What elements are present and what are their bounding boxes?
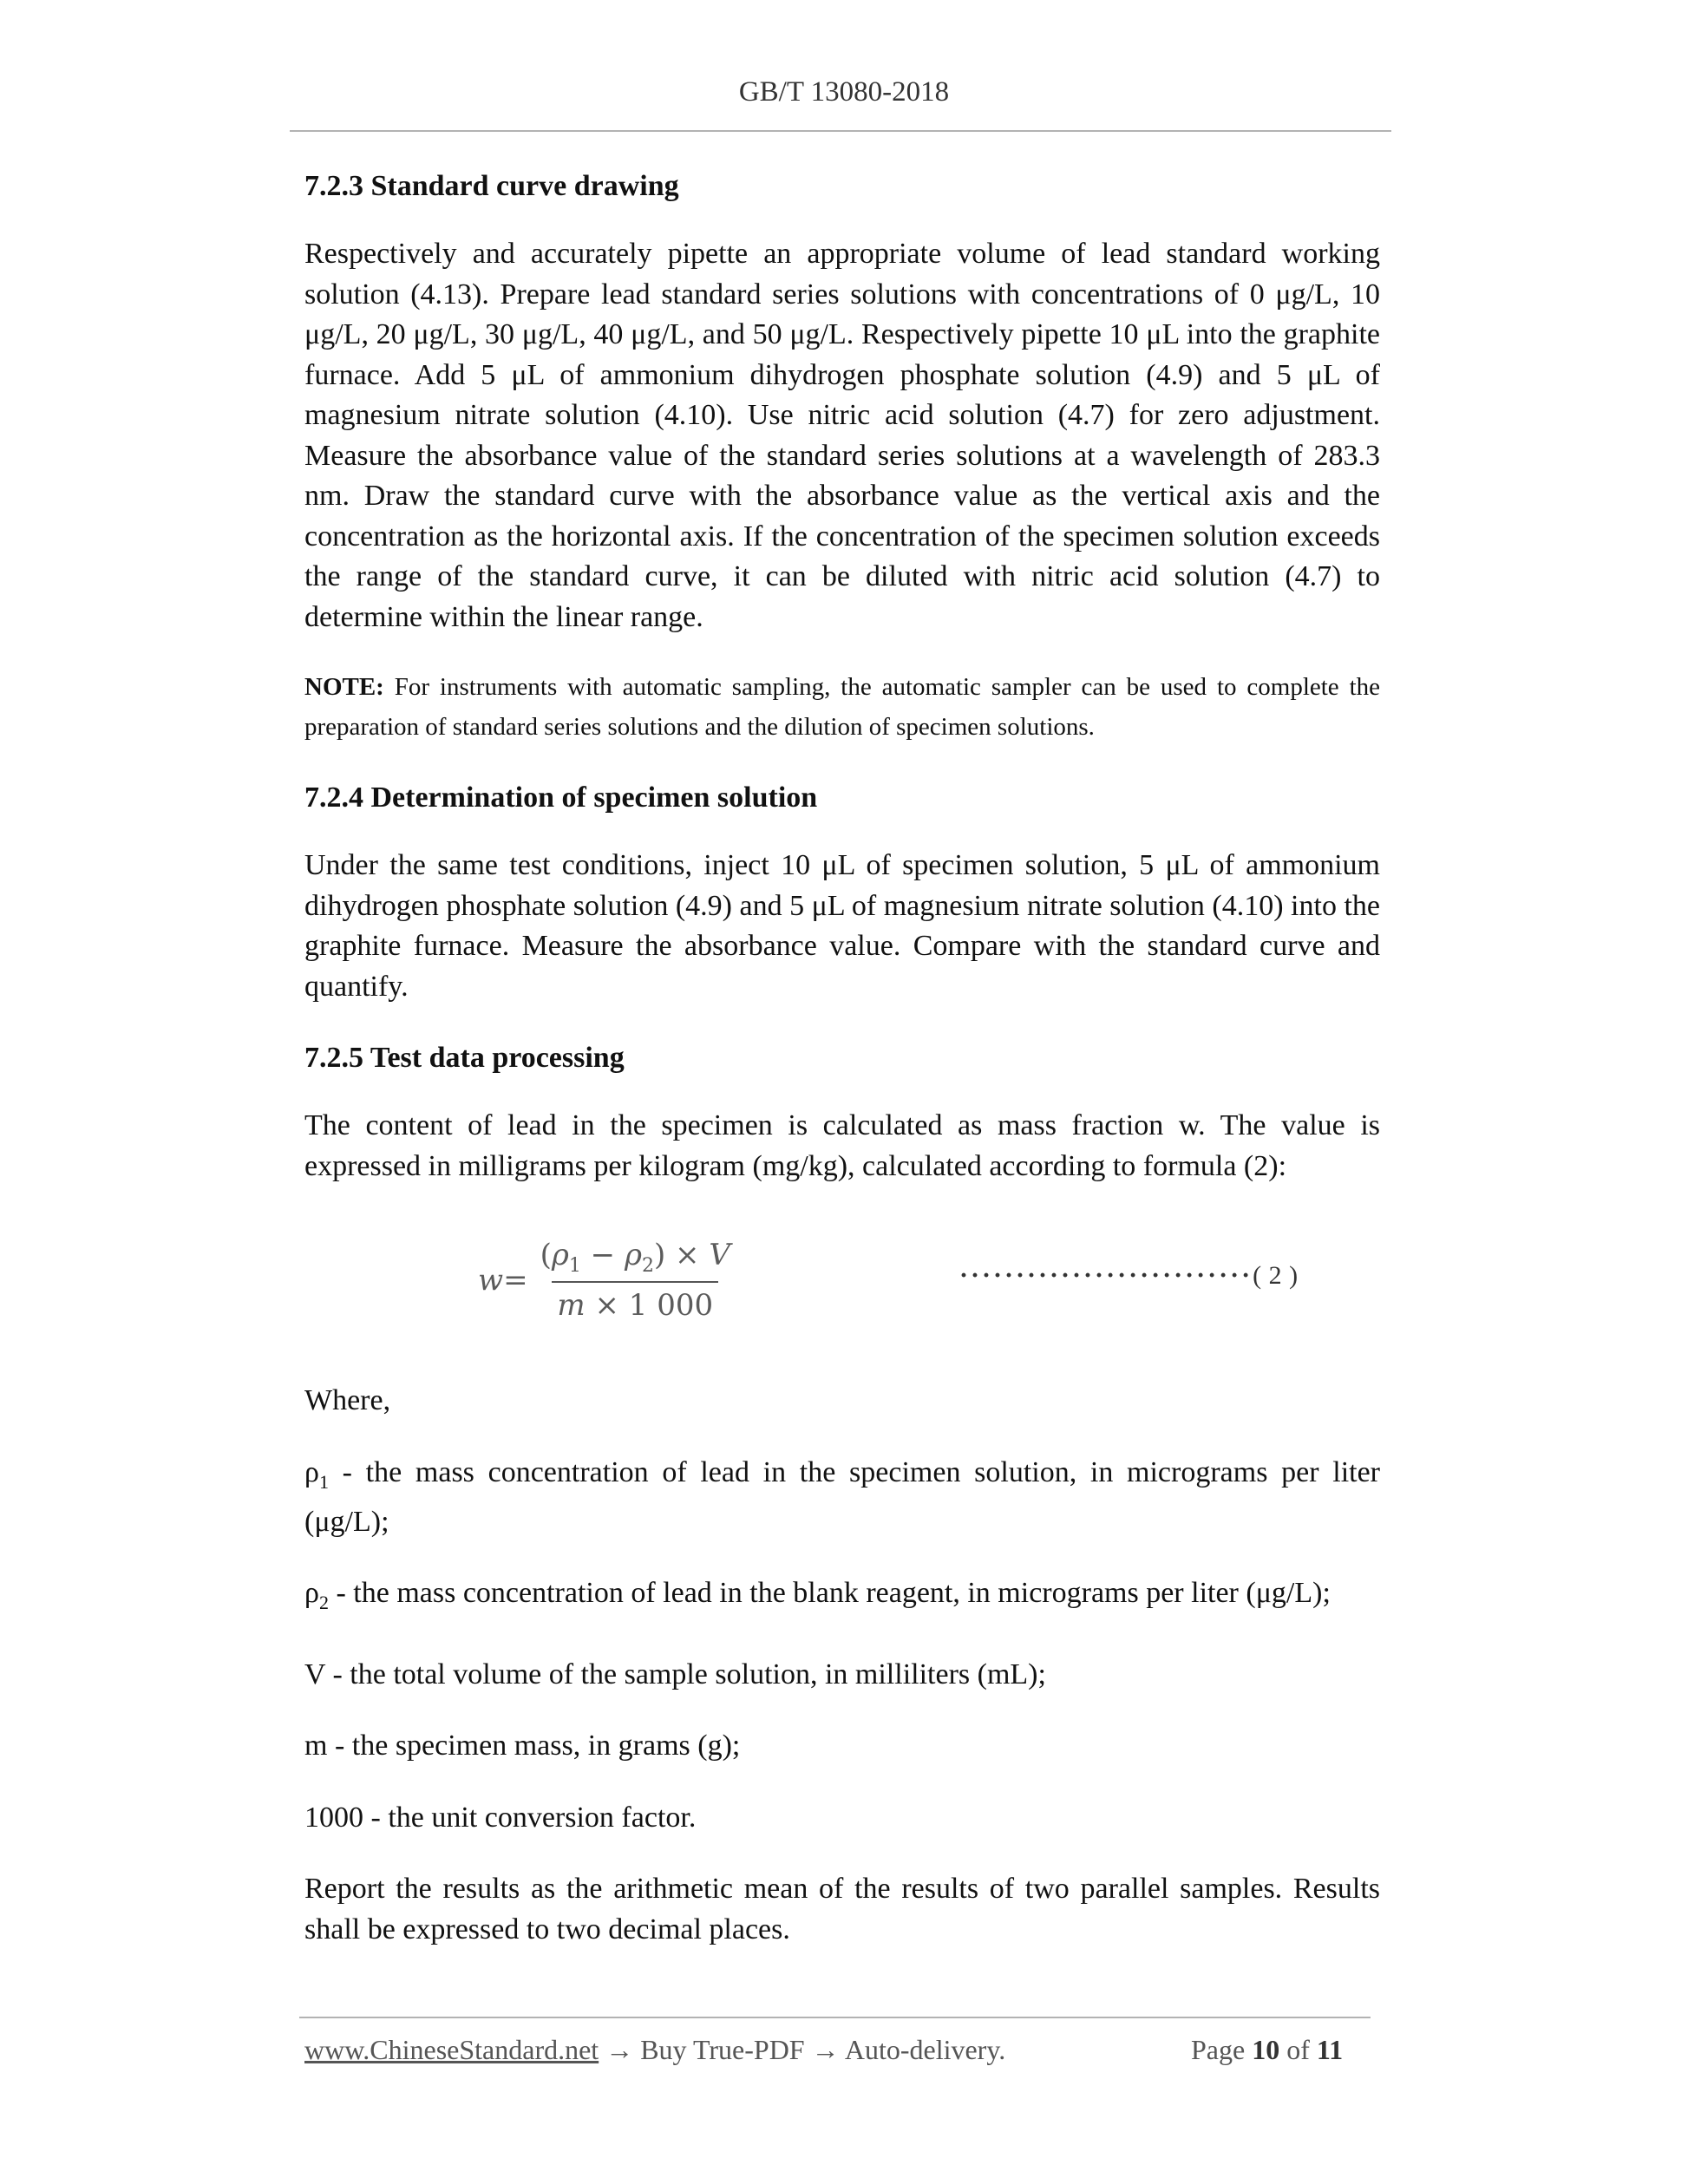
note-paragraph [304,667,1380,747]
website-link[interactable]: www.ChineseStandard.net [304,2034,599,2065]
page-indicator: Page 10 of 11 [1191,2034,1344,2065]
formula-equals: = [503,1263,528,1298]
footer-promo: www.ChineseStandard.net → Buy True-PDF → Auto-delivery. [304,2034,1006,2065]
note-label: NOTE: [304,673,384,701]
footer-divider [299,2017,1371,2018]
section-7-2-3-body: Respectively and accurately pipette an appropriate volume of lead standard working solution (4.13). Prepare lead standard series solutions with concentrations of 0 μg/L, 10 μg/L, 20 μg/L, 30 μg/L, 40 μg/L, and 50 μg/L. Respectively pipette 10 μL into the graphite furnace. Add 5 μL of ammonium dihydrogen phosphate solution (4.9) and 5 μL of magnesium nitrate solution (4.10). Use nitric acid solution (4.7) for zero adjustment. Measure the absorbance value of the standard series solutions at a wavelength of 283.3 nm. Draw the standard curve with the absorbance value as the vertical axis and the concentration as the horizontal axis. If the concentration of the specimen solution exceeds the range of the standard curve, it can be diluted with nitric acid solution (4.7) to determine within the linear range. [304,238,1380,633]
variable-definitions [304,1453,1380,1839]
formula-denominator: m × 1 000 [552,1281,718,1323]
note-text: For instruments with automatic sampling, the automatic sampler can be used to complete the preparation of standard series solutions and the dilution of specimen solutions. [304,673,1380,741]
section-7-2-3-heading: 7.2.3 Standard curve drawing [304,170,679,202]
closing-paragraph: Report the results as the arithmetic mean of the results of two parallel samples. Results shall be expressed to two decimal places. [304,1873,1380,1945]
formula-number: ··························( 2 ) [959,1261,1299,1290]
header-divider [290,130,1391,132]
section-7-2-5-intro: The content of lead in the specimen is calculated as mass fraction w. The value is expressed in milligrams per kilogram (mg/kg), calculated according to formula (2): [304,1109,1380,1182]
variable-definition [304,1655,1380,1696]
variable-definition: $\rho_2$ - the mass concentration of lead in the blank reagent, in micrograms per liter (μg/L); [304,1577,1331,1614]
current-page-number: 10 [1252,2034,1280,2065]
section-7-2-4-heading: 7.2.4 Determination of specimen solution [304,781,818,814]
formula-2-row [304,1228,1380,1350]
formula-lhs: w [478,1263,504,1298]
auto-delivery-text: Auto-delivery. [844,2034,1006,2065]
total-page-number: 11 [1316,2034,1344,2065]
page-content [304,165,1380,1950]
definition-text: - the total volume of the sample solution, in milliliters (mL); [324,1658,1046,1690]
definition-text: - the mass concentration of lead in the blank reagent, in micrograms per liter (μg/L); [328,1577,1331,1610]
definition-symbol: V [304,1658,325,1690]
definition-text: - the specimen mass, in grams (g); [327,1730,741,1762]
definition-symbol: ρ [304,1455,319,1488]
variable-definition: $\rho_1$ - the mass concentration of lead in the specimen solution, in micrograms per liter (μg/L); [304,1455,1380,1538]
document-code-header: GB/T 13080-2018 [738,76,950,108]
where-label: Where, [304,1384,391,1416]
buy-true-pdf-text: Buy True-PDF [640,2034,805,2065]
definition-text: - the mass concentration of lead in the specimen solution, in micrograms per liter (μg/L); [304,1455,1380,1538]
definition-symbol: m [304,1730,328,1762]
formula-fraction [535,1238,736,1324]
variable-definition [304,1798,1380,1839]
section-7-2-5-heading: 7.2.5 Test data processing [304,1042,625,1074]
definition-symbol: ρ [304,1577,319,1610]
definition-symbol: 1000 [304,1801,363,1834]
definition-text: - the unit conversion factor. [363,1801,697,1834]
formula-2 [478,1228,736,1332]
variable-definition [304,1726,1380,1767]
formula-numerator: $(\rho_1 - \rho_2) \times V$ [540,1237,730,1277]
section-7-2-4-body: Under the same test conditions, inject 10 μL of specimen solution, 5 μL of ammonium dihydrogen phosphate solution (4.9) and 5 μL of magnesium nitrate solution (4.10) into the graphite furnace. Measure the absorbance value. Compare with the standard curve and quantify. [304,849,1380,1003]
